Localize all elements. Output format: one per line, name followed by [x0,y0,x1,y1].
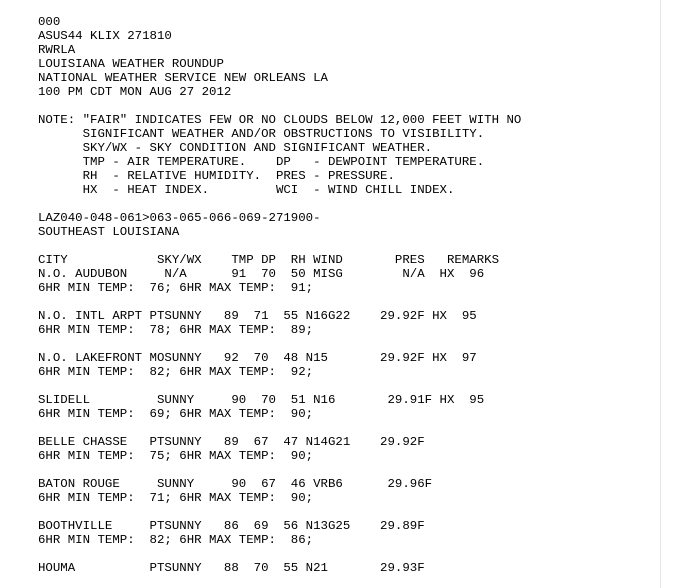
note-line: SIGNIFICANT WEATHER AND/OR OBSTRUCTIONS TO VISIBILITY. [38,127,485,141]
blank-line [38,421,521,435]
note-line: SKY/WX - SKY CONDITION AND SIGNIFICANT WEATHER. [38,141,433,155]
station-minmax-row: 6HR MIN TEMP: 82; 6HR MAX TEMP: 86; [38,533,314,547]
page-gutter [661,0,682,588]
station-observation-row: SLIDELL SUNNY 90 70 51 N16 29.91F HX 95 [38,393,485,407]
blank-line [38,197,521,211]
zone-codes-line: LAZ040-048-061>063-065-066-069-271900- [38,211,321,225]
blank-line [38,239,521,253]
header-line: 100 PM CDT MON AUG 27 2012 [38,85,232,99]
header-line: LOUISIANA WEATHER ROUNDUP [38,57,224,71]
station-minmax-row: 6HR MIN TEMP: 69; 6HR MAX TEMP: 90; [38,407,314,421]
blank-line [38,295,521,309]
header-line: 000 [38,15,61,29]
blank-line [38,99,521,113]
station-minmax-row: 6HR MIN TEMP: 78; 6HR MAX TEMP: 89; [38,323,314,337]
station-observation-row: N.O. LAKEFRONT MOSUNNY 92 70 48 N15 29.92F HX 97 [38,351,477,365]
blank-line [38,463,521,477]
station-observation-row: N.O. AUDUBON N/A 91 70 50 MISG N/A HX 96 [38,267,485,281]
station-observation-row: N.O. INTL ARPT PTSUNNY 89 71 55 N16G22 29.92F HX 95 [38,309,477,323]
blank-line [38,337,521,351]
station-minmax-row: 6HR MIN TEMP: 82; 6HR MAX TEMP: 92; [38,365,314,379]
blank-line [38,379,521,393]
weather-roundup-text [38,15,521,575]
note-line: TMP - AIR TEMPERATURE. DP - DEWPOINT TEMPERATURE. [38,155,485,169]
note-line: HX - HEAT INDEX. WCI - WIND CHILL INDEX. [38,183,455,197]
station-minmax-row: 6HR MIN TEMP: 76; 6HR MAX TEMP: 91; [38,281,314,295]
station-observation-row: BOOTHVILLE PTSUNNY 86 69 56 N13G25 29.89F [38,519,425,533]
blank-line [38,547,521,561]
table-header-row: CITY SKY/WX TMP DP RH WIND PRES REMARKS [38,253,500,267]
blank-line [38,505,521,519]
station-minmax-row: 6HR MIN TEMP: 71; 6HR MAX TEMP: 90; [38,491,314,505]
note-line: NOTE: "FAIR" INDICATES FEW OR NO CLOUDS BELOW 12,000 FEET WITH NO [38,113,522,127]
station-observation-row: BATON ROUGE SUNNY 90 67 46 VRB6 29.96F [38,477,433,491]
station-minmax-row: 6HR MIN TEMP: 75; 6HR MAX TEMP: 90; [38,449,314,463]
region-title: SOUTHEAST LOUISIANA [38,225,180,239]
station-observation-row: HOUMA PTSUNNY 88 70 55 N21 29.93F [38,561,425,575]
header-line: NATIONAL WEATHER SERVICE NEW ORLEANS LA [38,71,328,85]
note-line: RH - RELATIVE HUMIDITY. PRES - PRESSURE. [38,169,395,183]
station-observation-row: BELLE CHASSE PTSUNNY 89 67 47 N14G21 29.92F [38,435,425,449]
header-line: RWRLA [38,43,76,57]
header-line: ASUS44 KLIX 271810 [38,29,172,43]
